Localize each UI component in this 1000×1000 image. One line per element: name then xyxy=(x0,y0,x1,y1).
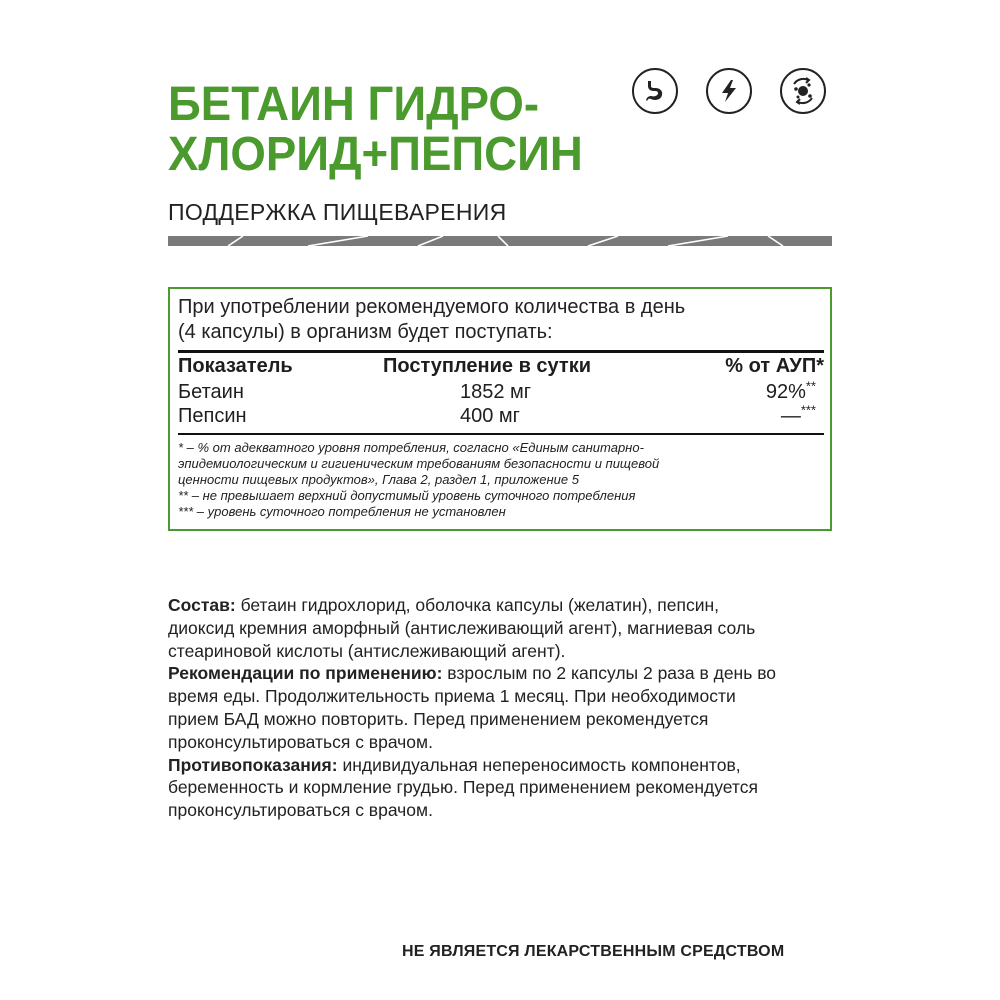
intro-line-2: (4 капсулы) в организм будет поступать: xyxy=(178,321,553,343)
column-header-percent: % от АУП* xyxy=(725,355,824,377)
usage-line-4: проконсультироваться с врачом. xyxy=(168,731,433,752)
composition-label: Состав: xyxy=(168,595,236,615)
lightning-icon xyxy=(706,68,752,114)
footnote-line: ценности пищевых продуктов», Глава 2, раздел 1, приложение 5 xyxy=(178,472,579,487)
disclaimer: НЕ ЯВЛЯЕТСЯ ЛЕКАРСТВЕННЫМ СРЕДСТВОМ xyxy=(402,943,785,960)
footnote-line: эпидемиологическим и гигиеническим требованиям безопасности и пищевой xyxy=(178,456,660,471)
column-header-daily-intake: Поступление в сутки xyxy=(383,355,592,377)
title-line-1: БЕТАИН ГИДРО- xyxy=(168,78,540,131)
product-description xyxy=(168,594,832,822)
contra-text: индивидуальная непереносимость компонентов, xyxy=(337,754,741,775)
column-header-indicator: Показатель xyxy=(178,355,293,377)
usage-line-3: прием БАД можно повторить. Перед применением рекомендуется xyxy=(168,708,709,729)
row-percent xyxy=(765,378,816,404)
table-top-rule xyxy=(178,350,824,353)
row-name: Бетаин xyxy=(178,381,244,403)
contra-line-1 xyxy=(168,754,832,777)
usage-label: Рекомендации по применению: xyxy=(168,663,443,684)
footnote-line: *** – уровень суточного потребления не установлен xyxy=(178,504,506,519)
row-percent-value: 92% xyxy=(765,381,806,403)
product-subtitle: ПОДДЕРЖКА ПИЩЕВАРЕНИЯ xyxy=(168,199,507,225)
row-percent-mark: *** xyxy=(800,402,816,418)
composition-text: бетаин гидрохлорид, оболочка капсулы (желатин), пепсин, xyxy=(235,595,720,615)
footnotes xyxy=(178,440,818,520)
row-percent-mark: ** xyxy=(805,378,816,394)
contra-line-2: беременность и кормление грудью. Перед применением рекомендуется xyxy=(168,777,758,798)
row-amount: 400 мг xyxy=(460,405,520,427)
composition-line-3: стеариновой кислоты (антислеживающий агент). xyxy=(168,640,566,661)
digestion-cycle-icon xyxy=(780,68,826,114)
decorative-stripe xyxy=(168,236,832,246)
intro-line-1: При употреблении рекомендуемого количества в день xyxy=(178,296,686,318)
table-header xyxy=(178,355,824,377)
composition-line-1 xyxy=(168,594,832,617)
stomach-icon xyxy=(632,68,678,114)
row-percent-value: — xyxy=(780,405,801,427)
table-row xyxy=(178,402,824,427)
row-name: Пепсин xyxy=(178,405,247,427)
footnote-line: * – % от адекватного уровня потребления, согласно «Единым санитарно- xyxy=(178,440,644,455)
usage-text: взрослым по 2 капсулы 2 раза в день во xyxy=(442,663,777,684)
table-row xyxy=(178,378,824,403)
table-bottom-rule xyxy=(178,433,824,435)
composition-line-2: диоксид кремния аморфный (антислеживающий агент), магниевая соль xyxy=(168,617,756,638)
feature-icons xyxy=(632,68,832,118)
usage-line-1 xyxy=(168,662,832,685)
title-line-2: ХЛОРИД+ПЕПСИН xyxy=(168,128,583,181)
contra-line-3: проконсультироваться с врачом. xyxy=(168,800,433,821)
row-percent xyxy=(780,402,816,428)
contraindications-label: Противопоказания: xyxy=(168,754,338,775)
usage-line-2: время еды. Продолжительность приема 1 месяц. При необходимости xyxy=(168,686,736,707)
intake-intro xyxy=(178,295,685,345)
product-title xyxy=(168,80,615,180)
row-amount: 1852 мг xyxy=(460,381,532,403)
footnote-line: ** – не превышает верхний допустимый уровень суточного потребления xyxy=(178,488,636,503)
nutrition-info-box xyxy=(168,287,832,531)
